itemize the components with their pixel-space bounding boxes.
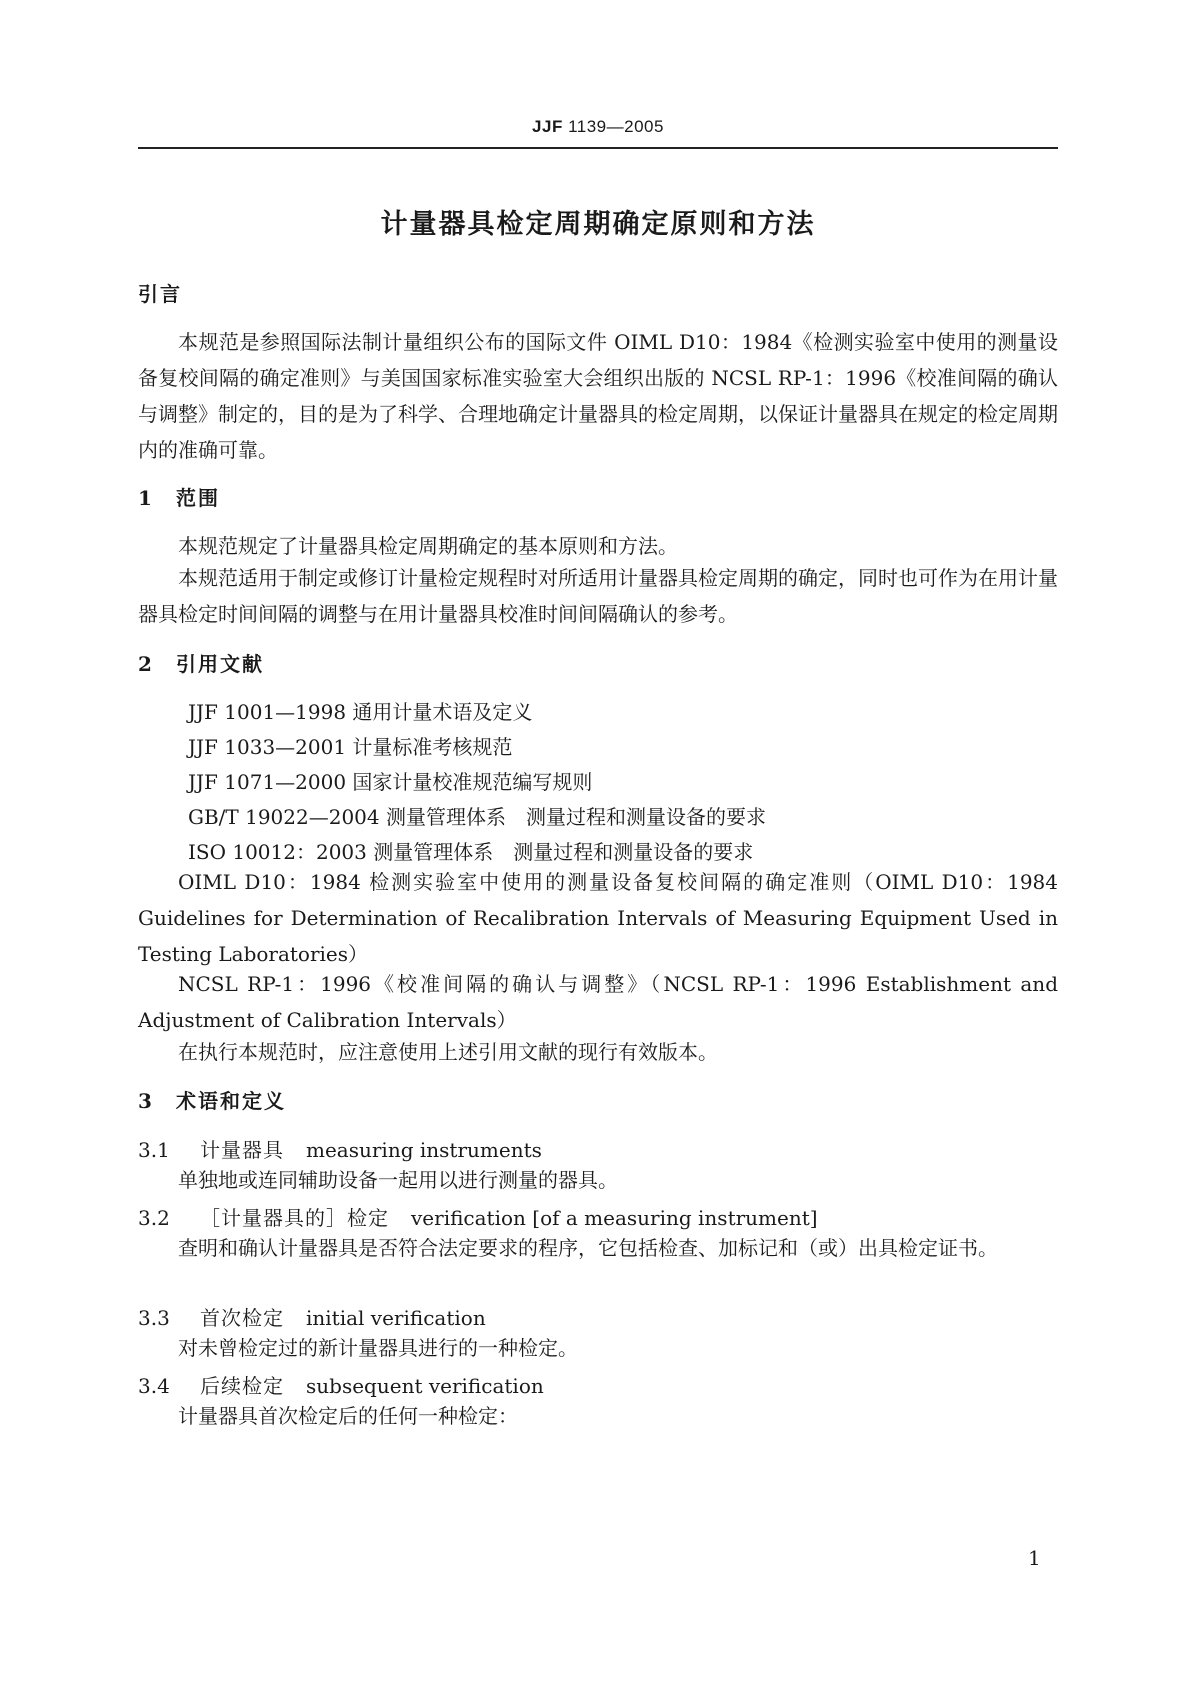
header-code-number: 1139—2005 — [568, 117, 664, 136]
reference-item: JJF 1001—1998 通用计量术语及定义 — [188, 700, 533, 724]
references-note: 在执行本规范时，应注意使用上述引用文献的现行有效版本。 — [178, 1040, 718, 1064]
term-heading — [138, 1302, 486, 1331]
document-title: 计量器具检定周期确定原则和方法 — [380, 209, 816, 240]
term-chinese: 后续检定 — [200, 1374, 284, 1398]
section-1-paragraph-1: 本规范规定了计量器具检定周期确定的基本原则和方法。 — [178, 534, 678, 558]
term-heading — [138, 1134, 542, 1163]
reference-item: JJF 1071—2000 国家计量校准规范编写规则 — [188, 770, 593, 794]
reference-ncsl: NCSL RP-1：1996《校准间隔的确认与调整》（NCSL RP-1：1996 Establishment and Adjustment of Calibration Intervals） — [138, 972, 1058, 1032]
term-heading — [138, 1370, 544, 1399]
term-chinese: 计量器具 — [200, 1138, 284, 1162]
section-1-heading — [138, 482, 220, 511]
intro-heading: 引言 — [138, 282, 182, 306]
section-3-number: 3 — [138, 1089, 152, 1113]
section-1-paragraph-2: 本规范适用于制定或修订计量检定规程时对所适用计量器具检定周期的确定，同时也可作为在用计量器具检定时间间隔的调整与在用计量器具校准时间间隔确认的参考。 — [138, 566, 1058, 626]
term-definition: 单独地或连同辅助设备一起用以进行测量的器具。 — [178, 1168, 618, 1192]
term-number: 3.3 — [138, 1306, 170, 1330]
term-definition: 计量器具首次检定后的任何一种检定： — [178, 1404, 518, 1428]
term-number: 3.2 — [138, 1206, 170, 1230]
header-code-prefix: JJF — [532, 117, 563, 136]
term-heading — [138, 1202, 818, 1231]
reference-item: JJF 1033—2001 计量标准考核规范 — [188, 735, 513, 759]
section-1-number: 1 — [138, 486, 152, 510]
section-3-title: 术语和定义 — [176, 1089, 286, 1113]
section-3-heading — [138, 1085, 286, 1114]
header-rule — [138, 147, 1058, 149]
page-number: 1 — [1028, 1546, 1041, 1570]
term-definition: 对未曾检定过的新计量器具进行的一种检定。 — [178, 1336, 578, 1360]
term-english: subsequent verification — [306, 1374, 544, 1398]
section-2-number: 2 — [138, 652, 152, 676]
term-chinese: ［计量器具的］检定 — [200, 1206, 389, 1230]
reference-item: GB/T 19022—2004 测量管理体系 测量过程和测量设备的要求 — [188, 805, 766, 829]
section-2-title: 引用文献 — [176, 652, 264, 676]
term-chinese: 首次检定 — [200, 1306, 284, 1330]
term-number: 3.4 — [138, 1374, 170, 1398]
reference-oiml: OIML D10：1984 检测实验室中使用的测量设备复校间隔的确定准则（OIML D10：1984 Guidelines for Determination of Recalibration Intervals of Measuring Equipment Used in Testing Laboratories） — [138, 870, 1058, 966]
section-2-heading — [138, 648, 264, 677]
section-1-title: 范围 — [176, 486, 220, 510]
term-number: 3.1 — [138, 1138, 170, 1162]
term-english: verification [of a measuring instrument] — [411, 1206, 818, 1230]
reference-item: ISO 10012：2003 测量管理体系 测量过程和测量设备的要求 — [188, 840, 754, 864]
term-english: initial verification — [306, 1306, 486, 1330]
running-header — [138, 117, 1058, 137]
term-english: measuring instruments — [306, 1138, 542, 1162]
term-definition: 查明和确认计量器具是否符合法定要求的程序，它包括检查、加标记和（或）出具检定证书。 — [178, 1236, 998, 1260]
intro-paragraph: 本规范是参照国际法制计量组织公布的国际文件 OIML D10：1984《检测实验室中使用的测量设备复校间隔的确定准则》与美国国家标准实验室大会组织出版的 NCSL RP-1：1996《校准间隔的确认与调整》制定的，目的是为了科学、合理地确定计量器具的检定周期，以保证计量器具在规定的检定周期内的准确可靠。 — [138, 330, 1058, 462]
